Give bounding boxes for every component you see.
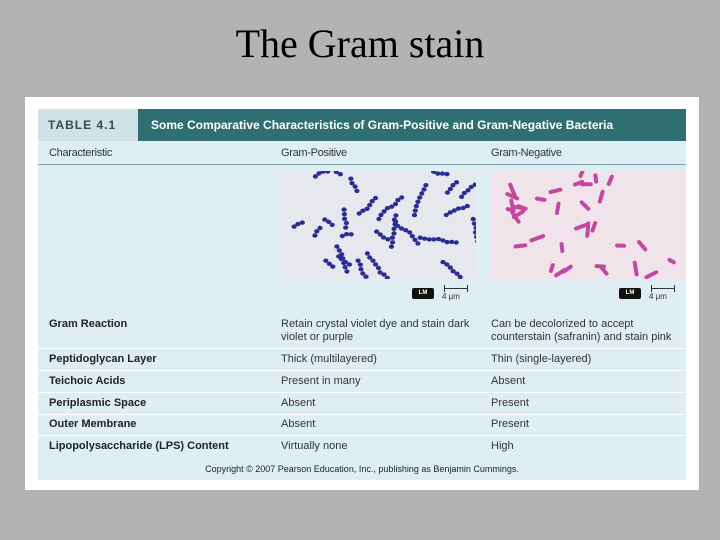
gram-positive-cell — [365, 251, 370, 255]
row-gram-positive: Absent — [281, 418, 316, 430]
row-gram-positive: Virtually none — [281, 440, 348, 452]
row-characteristic: Peptidoglycan Layer — [49, 353, 157, 365]
gram-positive-cell — [445, 190, 450, 194]
gram-positive-cell — [344, 269, 349, 273]
gram-positive-cell — [342, 212, 347, 216]
column-header-gram-negative: Gram-Negative — [491, 147, 562, 159]
gram-positive-cell — [459, 195, 464, 199]
row-gram-negative: Thin (single-layered) — [491, 353, 592, 365]
gram-positive-cell — [391, 231, 396, 235]
gram-positive-cell — [399, 195, 404, 199]
gram-positive-cell — [349, 181, 354, 185]
gram-positive-cell — [415, 241, 420, 245]
gram-positive-cell — [342, 217, 347, 221]
gram-positive-cell — [376, 217, 381, 221]
header-divider — [38, 164, 686, 165]
gram-positive-cell — [347, 262, 352, 266]
gram-positive-cell — [367, 203, 372, 207]
row-divider — [38, 435, 686, 436]
gram-positive-cell — [344, 221, 349, 225]
row-gram-negative: Present — [491, 397, 529, 409]
gram-positive-cell — [378, 270, 383, 274]
table-body — [38, 109, 686, 480]
gram-positive-cell — [422, 237, 427, 241]
gram-positive-cell — [421, 187, 426, 191]
row-characteristic: Lipopolysaccharide (LPS) Content — [49, 440, 229, 452]
gram-positive-cell — [378, 213, 383, 217]
scale-label-negative: 4 μm — [649, 292, 667, 301]
row-divider — [38, 370, 686, 371]
row-gram-positive: Absent — [281, 397, 316, 409]
gram-positive-cell — [342, 207, 347, 211]
gram-positive-cell — [390, 240, 395, 244]
table-header — [38, 109, 686, 141]
gram-positive-cell — [444, 213, 449, 217]
gram-positive-cell — [356, 259, 361, 263]
gram-positive-cell — [312, 233, 317, 237]
row-gram-negative: Can be decolorized to accept counterstain (safranin) and stain pink — [491, 318, 672, 343]
gram-negative-cell — [594, 264, 606, 269]
gram-positive-cell — [431, 237, 436, 241]
gram-positive-cell — [471, 217, 476, 221]
gram-positive-cell — [449, 240, 454, 244]
gram-positive-cell — [427, 237, 432, 241]
table-number: TABLE 4.1 — [38, 109, 138, 141]
gram-positive-cell — [340, 234, 345, 238]
gram-positive-cell — [448, 187, 453, 191]
gram-positive-cell — [330, 264, 335, 268]
row-characteristic: Outer Membrane — [49, 418, 137, 430]
gram-positive-cell — [337, 248, 342, 252]
gram-negative-cell — [580, 182, 593, 186]
gram-positive-cell — [412, 238, 417, 242]
column-header-characteristic: Characteristic — [49, 147, 113, 159]
gram-negative-micrograph — [491, 171, 686, 279]
gram-positive-cell — [339, 252, 344, 256]
row-gram-positive: Retain crystal violet dye and stain dark violet or purple — [281, 318, 470, 343]
scale-bar-positive — [442, 285, 472, 307]
gram-positive-cell — [410, 234, 415, 238]
row-gram-negative: High — [491, 440, 514, 452]
table-title: Some Comparative Characteristics of Gram-Positive and Gram-Negative Bacteria — [151, 118, 614, 132]
gram-positive-cell — [393, 213, 398, 217]
column-header-gram-positive: Gram-Positive — [281, 147, 347, 159]
gram-negative-cell — [615, 243, 626, 247]
gram-positive-cell — [450, 183, 455, 187]
gram-positive-cell — [448, 265, 453, 269]
gram-positive-cell — [334, 244, 339, 248]
gram-positive-cell — [389, 245, 394, 249]
gram-positive-cell — [417, 195, 422, 199]
row-divider — [38, 414, 686, 415]
gram-positive-cell — [423, 183, 428, 187]
gram-positive-cell — [393, 220, 398, 224]
gram-positive-cell — [393, 202, 398, 206]
lm-badge-positive: LM — [412, 288, 434, 299]
gram-positive-cell — [341, 261, 346, 265]
row-characteristic: Periplasmic Space — [49, 397, 147, 409]
row-divider — [38, 348, 686, 349]
gram-positive-cell — [358, 263, 363, 267]
gram-positive-cell — [440, 171, 445, 175]
gram-positive-cell — [454, 240, 459, 244]
gram-positive-cell — [414, 204, 419, 208]
gram-positive-cell — [385, 237, 390, 241]
row-gram-positive: Thick (multilayered) — [281, 353, 377, 365]
gram-positive-cell — [412, 213, 417, 217]
copyright-notice: Copyright © 2007 Pearson Education, Inc., publishing as Benjamin Cummings. — [205, 464, 519, 474]
gram-positive-cell — [363, 275, 368, 279]
scale-bar-negative — [649, 285, 679, 307]
gram-positive-cell — [348, 177, 353, 181]
row-characteristic: Teichoic Acids — [49, 375, 126, 387]
gram-positive-cell — [349, 232, 354, 236]
gram-positive-cell — [343, 225, 348, 229]
gram-positive-cell — [354, 189, 359, 193]
gram-positive-cell — [358, 267, 363, 271]
scale-label-positive: 4 μm — [442, 292, 460, 301]
gram-positive-cell — [458, 275, 463, 279]
gram-positive-cell — [390, 236, 395, 240]
row-gram-negative: Present — [491, 418, 529, 430]
gram-positive-cell — [367, 255, 372, 259]
gram-positive-micrograph — [281, 171, 476, 279]
gram-positive-cell — [330, 223, 335, 227]
gram-positive-cell — [418, 236, 423, 240]
gram-positive-cell — [419, 191, 424, 195]
gram-positive-cell — [413, 208, 418, 212]
gram-positive-cell — [461, 206, 466, 210]
gram-positive-cell — [436, 237, 441, 241]
table-figure — [25, 97, 699, 490]
gram-positive-cell — [314, 229, 319, 233]
gram-positive-cell — [343, 265, 348, 269]
row-characteristic: Gram Reaction — [49, 318, 128, 330]
slide-title: The Gram stain — [235, 21, 485, 66]
gram-positive-cell — [415, 200, 420, 204]
row-gram-positive: Present in many — [281, 375, 361, 387]
gram-positive-cell — [373, 262, 378, 266]
row-divider — [38, 392, 686, 393]
gram-positive-cell — [376, 266, 381, 270]
lm-badge-negative: LM — [619, 288, 641, 299]
gram-positive-cell — [407, 230, 412, 234]
gram-positive-cell — [370, 199, 375, 203]
gram-positive-cell — [444, 172, 449, 176]
gram-positive-cell — [292, 224, 297, 228]
gram-positive-cell — [339, 257, 344, 261]
row-gram-negative: Absent — [491, 375, 526, 387]
gram-positive-cell — [357, 211, 362, 215]
